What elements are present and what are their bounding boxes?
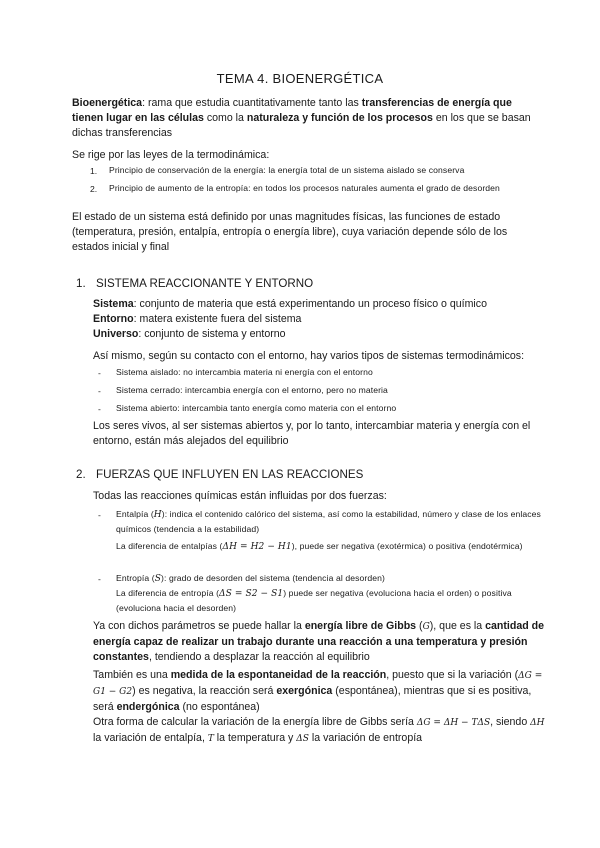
definition-entorno: Entorno: matera existente fuera del sistema (93, 313, 302, 325)
entropy-difference: La diferencia de entropía (ΔS = S2 − S1) puede ser negativa (evoluciona hacia el orden) o positiva (evoluciona hacia el desorden) (116, 588, 512, 613)
law-item: Principio de aumento de la entropía: en todos los procesos naturales aumenta el grado de desorden (109, 183, 500, 193)
enthalpy-difference: La diferencia de entalpías (ΔH = H2 − H1), puede ser negativa (exotérmica) o positiva (endotérmica) (116, 541, 523, 552)
system-types-intro: Así mismo, según su contacto con el entorno, hay varios tipos de sistemas termodinámicos: (93, 350, 525, 362)
intro-paragraph: Bioenergética: rama que estudia cuantitativamente tanto las transferencias de energía que tienen lugar en las células como la naturaleza y función de los procesos en los que se basan dichas transferencias (72, 97, 531, 140)
entropy-formula: ΔS = S2 − S1 (219, 589, 284, 599)
gibbs-equation: ΔG = ΔH − TΔS (416, 718, 491, 728)
section-1-heading: 1. SISTEMA REACCIONANTE Y ENTORNO (76, 277, 314, 290)
enthalpy-item: Entalpía (H): indica el contenido calórico del sistema, así como la estabilidad, número y clase de los enlaces químicos (tendencia a la estabilidad) (116, 509, 541, 534)
bullet-dash: - (98, 386, 101, 396)
enthalpy-formula: ΔH = H2 − H1 (222, 542, 292, 552)
laws-intro: Se rige por las leyes de la termodinámica: (72, 149, 270, 161)
living-beings-paragraph: Los seres vivos, al ser sistemas abiertos y, por lo tanto, intercambiar materia y energía con el entorno, están más alejados del equilibrio (93, 420, 531, 448)
bullet-dash: - (98, 368, 101, 378)
system-type-item: Sistema aislado: no intercambia materia ni energía con el entorno (116, 367, 373, 377)
spontaneity-paragraph: También es una medida de la espontaneidad de la reacción, puesto que si la variación (ΔG = G1 − G2) es negativa, la reacción será exergónica (espontánea), mientras que si es positiva, será endergónica (no espontánea) (93, 669, 543, 714)
state-paragraph: El estado de un sistema está definido por unas magnitudes físicas, las funciones de estado (temperatura, presión, entalpía, entropía o energía libre), cuya variación depende sólo de los estados inicial y final (72, 211, 508, 254)
law-item: Principio de conservación de la energía: la energía total de un sistema aislado se conserva (109, 165, 465, 175)
page-title: TEMA 4. BIOENERGÉTICA (216, 71, 384, 86)
gibbs-variation-formula: ΔG = G1 − G2 (93, 671, 543, 698)
definition-sistema: Sistema: conjunto de materia que está experimentando un proceso físico o químico (93, 298, 487, 310)
bullet-dash: - (98, 510, 101, 520)
law-number: 1. (90, 166, 98, 176)
law-number: 2. (90, 184, 98, 194)
forces-intro: Todas las reacciones químicas están influidas por dos fuerzas: (93, 490, 387, 502)
system-type-item: Sistema abierto: intercambia tanto energía como materia con el entorno (116, 403, 397, 413)
definition-universo: Universo: conjunto de sistema y entorno (93, 328, 286, 340)
entropy-item: Entropía (S): grado de desorden del sistema (tendencia al desorden) (116, 573, 385, 584)
system-type-item: Sistema cerrado: intercambia energía con el entorno, pero no materia (116, 385, 388, 395)
bullet-dash: - (98, 574, 101, 584)
gibbs-formula-paragraph: Otra forma de calcular la variación de la energía libre de Gibbs sería ΔG = ΔH − TΔS, siendo ΔH la variación de entalpía, T la temperatura y ΔS la variación de entropía (93, 716, 545, 745)
intro-term: Bioenergética (72, 97, 143, 109)
section-2-heading: 2. FUERZAS QUE INFLUYEN EN LAS REACCIONES (76, 468, 364, 481)
bullet-dash: - (98, 404, 101, 414)
gibbs-paragraph: Ya con dichos parámetros se puede hallar la energía libre de Gibbs (G), que es la cantidad de energía capaz de realizar un trabajo durante una reacción a una temperatura y presión constantes, tendiendo a desplazar la reacción al equilibrio (93, 620, 544, 664)
